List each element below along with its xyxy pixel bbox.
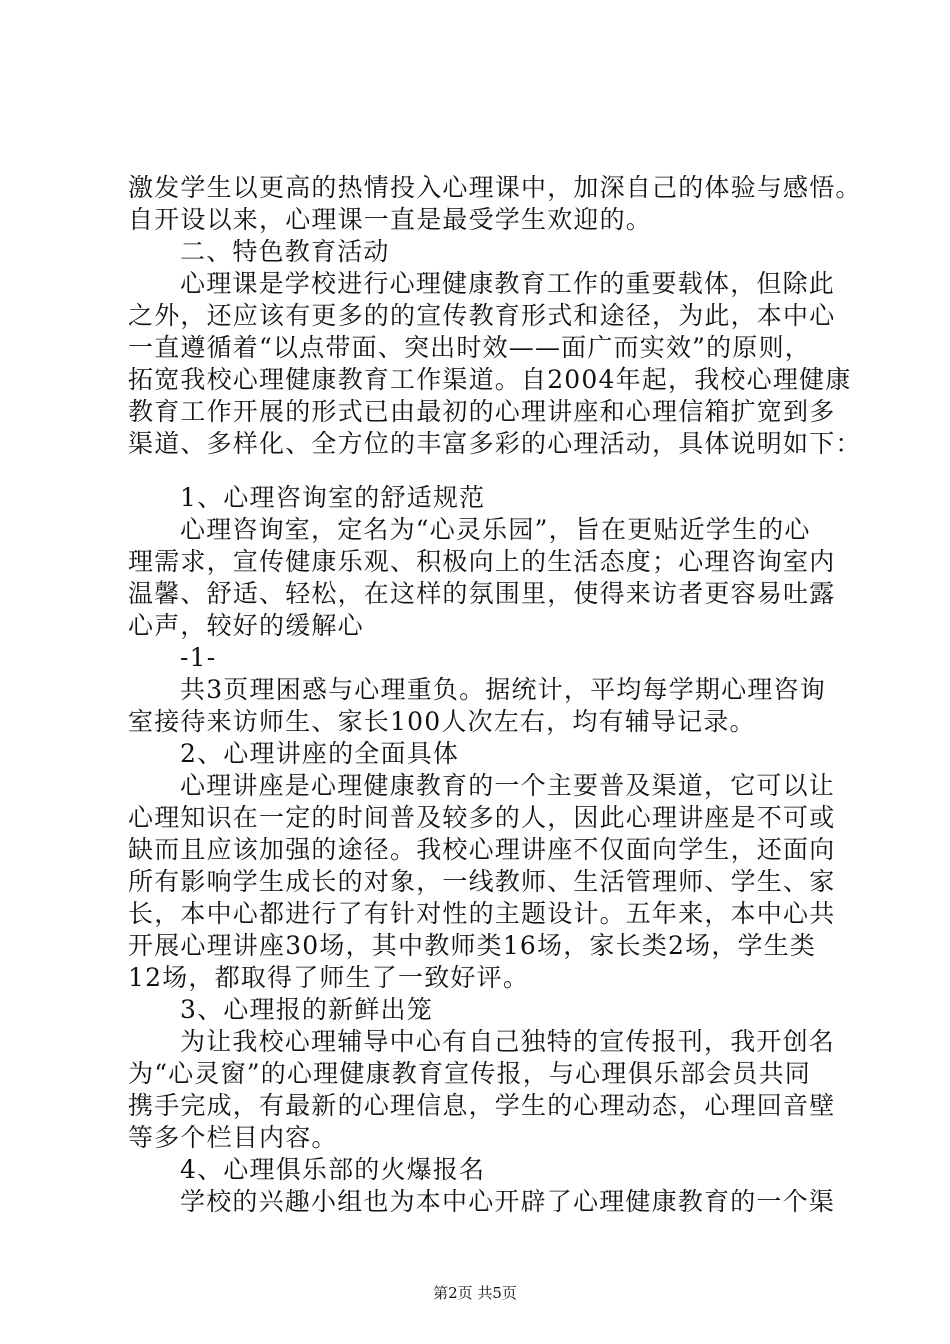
text-line: 心理咨询室，定名为“心灵乐园”，旨在更贴近学生的心 xyxy=(180,515,811,544)
text-line: 理需求，宣传健康乐观、积极向上的生活态度；心理咨询室内 xyxy=(128,547,836,576)
text-line: 开展心理讲座30场，其中教师类16场，家长类2场，学生类 xyxy=(128,931,817,960)
text-line: 携手完成，有最新的心理信息，学生的心理动态，心理回音壁 xyxy=(128,1091,836,1120)
text-line: 心理讲座是心理健康教育的一个主要普及渠道，它可以让 xyxy=(180,771,836,800)
text-line: 2、心理讲座的全面具体 xyxy=(180,739,460,768)
text-line: 缺而且应该加强的途径。我校心理讲座不仅面向学生，还面向 xyxy=(128,835,836,864)
text-line: 学校的兴趣小组也为本中心开辟了心理健康教育的一个渠 xyxy=(180,1187,836,1216)
text-line: 所有影响学生成长的对象，一线教师、生活管理师、学生、家 xyxy=(128,867,836,896)
text-line: 4、心理俱乐部的火爆报名 xyxy=(180,1155,486,1184)
text-line: 3、心理报的新鲜出笼 xyxy=(180,995,433,1024)
text-line: 心声，较好的缓解心 xyxy=(128,611,364,640)
document-body xyxy=(128,172,862,1218)
text-line: 为让我校心理辅导中心有自己独特的宣传报刊，我开创名 xyxy=(180,1027,836,1056)
page-footer: 第2页 共5页 xyxy=(433,1284,517,1302)
text-line: 1、心理咨询室的舒适规范 xyxy=(180,483,486,512)
text-line: 渠道、多样化、全方位的丰富多彩的心理活动，具体说明如下： xyxy=(128,429,862,458)
text-line: 等多个栏目内容。 xyxy=(128,1123,338,1152)
text-line: 温馨、舒适、轻松，在这样的氛围里，使得来访者更容易吐露 xyxy=(128,579,836,608)
text-line: 心理知识在一定的时间普及较多的人，因此心理讲座是不可或 xyxy=(128,803,836,832)
text-line: 拓宽我校心理健康教育工作渠道。自2004年起，我校心理健康 xyxy=(128,365,852,394)
text-line: 教育工作开展的形式已由最初的心理讲座和心理信箱扩宽到多 xyxy=(128,397,836,426)
text-line: 室接待来访师生、家长100人次左右，均有辅导记录。 xyxy=(128,707,756,736)
text-line: 为“心灵窗”的心理健康教育宣传报，与心理俱乐部会员共同 xyxy=(128,1059,811,1088)
text-line: -1- xyxy=(180,643,217,672)
text-line: 长，本中心都进行了有针对性的主题设计。五年来，本中心共 xyxy=(128,899,836,928)
text-line: 一直遵循着“以点带面、突出时效——面广而实效”的原则， xyxy=(128,333,811,362)
text-line: 二、特色教育活动 xyxy=(180,237,390,266)
text-line: 心理课是学校进行心理健康教育工作的重要载体，但除此 xyxy=(180,269,836,298)
text-line: 自开设以来，心理课一直是最受学生欢迎的。 xyxy=(128,205,653,234)
paragraph-gap xyxy=(128,460,848,482)
text-line: 12场，都取得了师生了一致好评。 xyxy=(128,963,530,992)
text-line: 激发学生以更高的热情投入心理课中，加深自己的体验与感悟。 xyxy=(128,173,862,202)
text-line: 共3页理困惑与心理重负。据统计，平均每学期心理咨询 xyxy=(180,675,826,704)
text-line: 之外，还应该有更多的的宣传教育形式和途径，为此，本中心 xyxy=(128,301,836,330)
